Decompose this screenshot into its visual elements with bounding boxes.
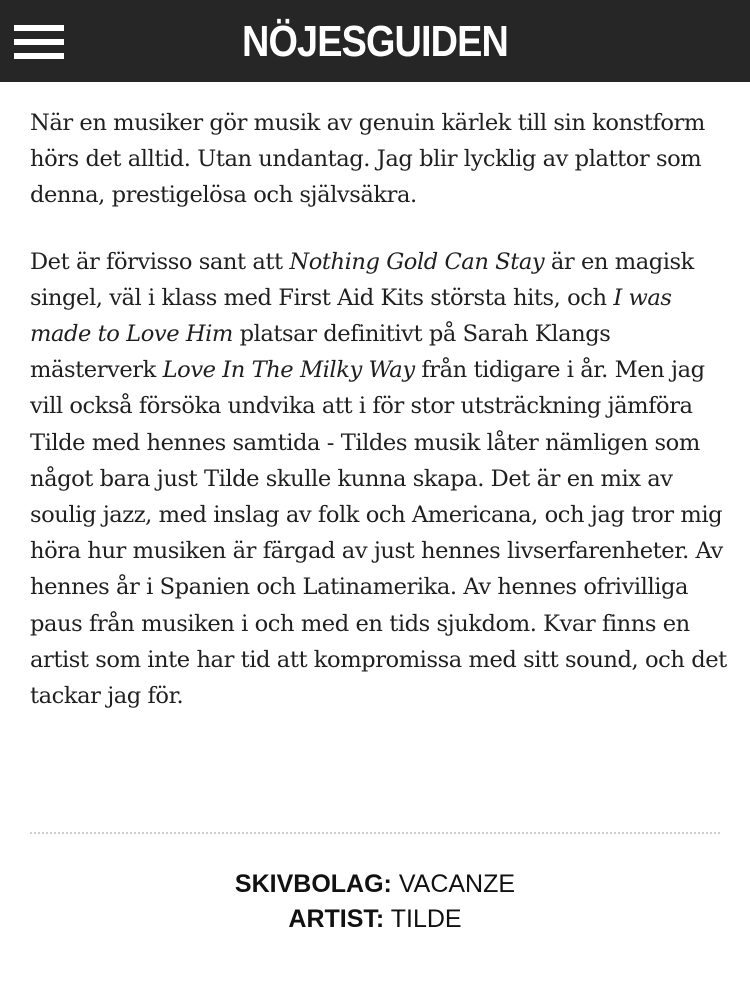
album-title: Love In The Milky Way [162,357,415,384]
paragraph-text: platsar definitivt på Sarah Klangs mästerverk [30,321,611,384]
song-title: Nothing Gold Can Stay [289,248,545,275]
dotted-divider [30,832,720,834]
paragraph-text: från tidigare i år. Men jag vill också försöka undvika att i för stor utsträckning jämföra Tilde med hennes samtida - Tildes musik låter nämligen som något bara just Tilde skulle kunna skapa. Det är en mix av soulig jazz, med inslag av folk och Americana, och jag tror mig höra hur musiken är färgad av just hennes livserfarenheter. Av hennes år i Spanien och Latinamerika. Av hennes ofrivilliga paus från musiken i och med en tids sjukdom. Kvar finns en artist som inte har tid att kompromissa med sitt sound, och det tackar jag för. [30,357,727,710]
artist-label: ARTIST: [288,905,385,933]
record-label-value: VACANZE [398,870,516,898]
article-body [30,105,730,744]
artist-value: TILDE [390,905,462,933]
paragraph-text: Det är förvisso sant att [30,248,290,275]
article-paragraph-1: När en musiker gör musik av genuin kärlek till sin konstform hörs det alltid. Utan undantag. Jag blir lycklig av plattor som denna, prestigelösa och självsäkra. [30,110,705,209]
top-navigation-bar [0,0,750,82]
article-paragraph-2 [30,244,730,715]
artist-line [0,903,750,935]
record-label-line [0,868,750,900]
paragraph-text: är en magisk singel, väl i klass med First Aid Kits största hits, och [30,248,694,311]
record-label-label: SKIVBOLAG: [234,870,392,898]
song-title: I was made to Love Him [30,284,672,348]
site-logo[interactable]: NÖJESGUIDEN [241,17,508,66]
